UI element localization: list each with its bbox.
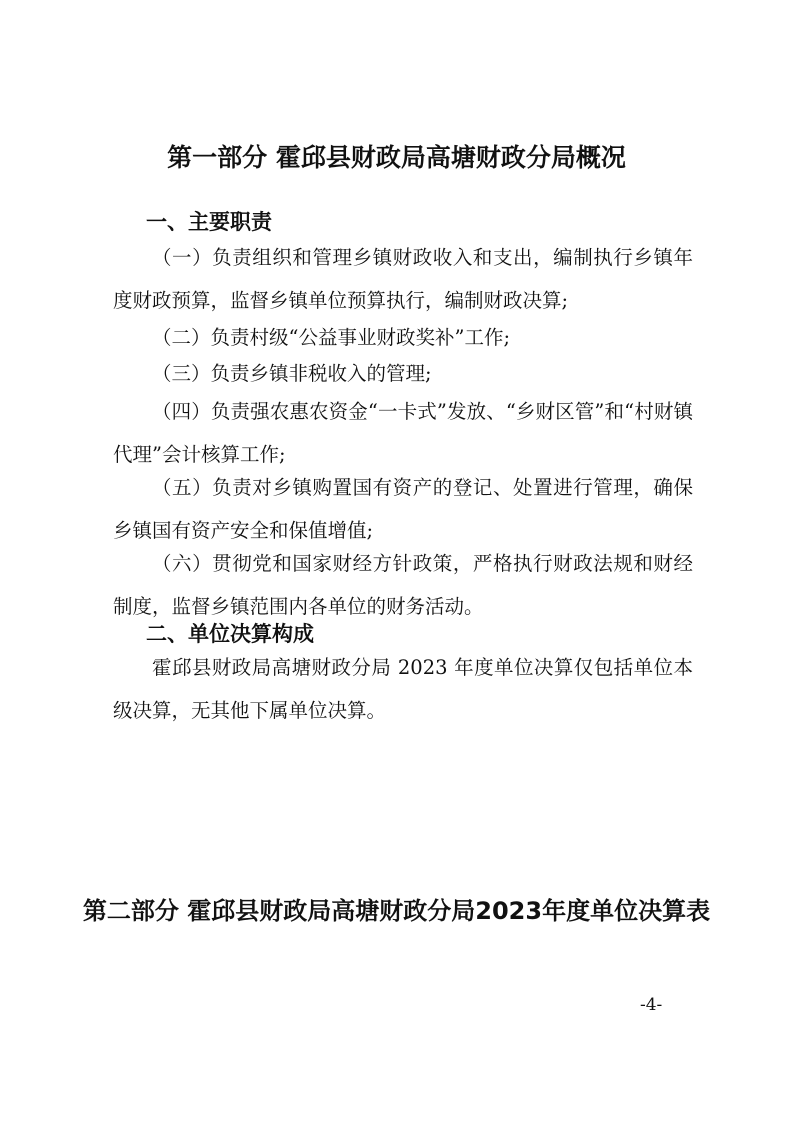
duty-paragraph-4: （四）负责强农惠农资金“一卡式”发放、“乡财区管”和“村财镇代理”会计核算工作; <box>113 400 693 466</box>
duty-paragraph-1: （一）负责组织和管理乡镇财政收入和支出，编制执行乡镇年度财政预算，监督乡镇单位预算执行，编制财政决算; <box>113 246 693 312</box>
duty-paragraph-6: （六）贯彻党和国家财经方针政策，严格执行财政法规和财经制度，监督乡镇范围内各单位的财务活动。 <box>113 552 693 618</box>
part2-title: 第二部分 霍邱县财政局高塘财政分局2023年度单位决算表 <box>82 897 711 925</box>
part1-title: 第一部分 霍邱县财政局高塘财政分局概况 <box>167 143 626 172</box>
duty-paragraph-5: （五）负责对乡镇购置国有资产的登记、处置进行管理，确保乡镇国有资产安全和保值增值; <box>113 476 693 542</box>
page-number: -4- <box>640 995 663 1015</box>
section1-heading: 一、主要职责 <box>146 210 272 234</box>
duty-paragraph-2: （二）负责村级“公益事业财政奖补”工作; <box>152 326 511 349</box>
budget-composition-paragraph: 霍邱县财政局高塘财政分局 2023 年度单位决算仅包括单位本级决算，无其他下属单位决算。 <box>113 656 693 722</box>
section2-heading: 二、单位决算构成 <box>146 622 314 646</box>
duty-paragraph-3: （三）负责乡镇非税收入的管理; <box>152 362 432 385</box>
